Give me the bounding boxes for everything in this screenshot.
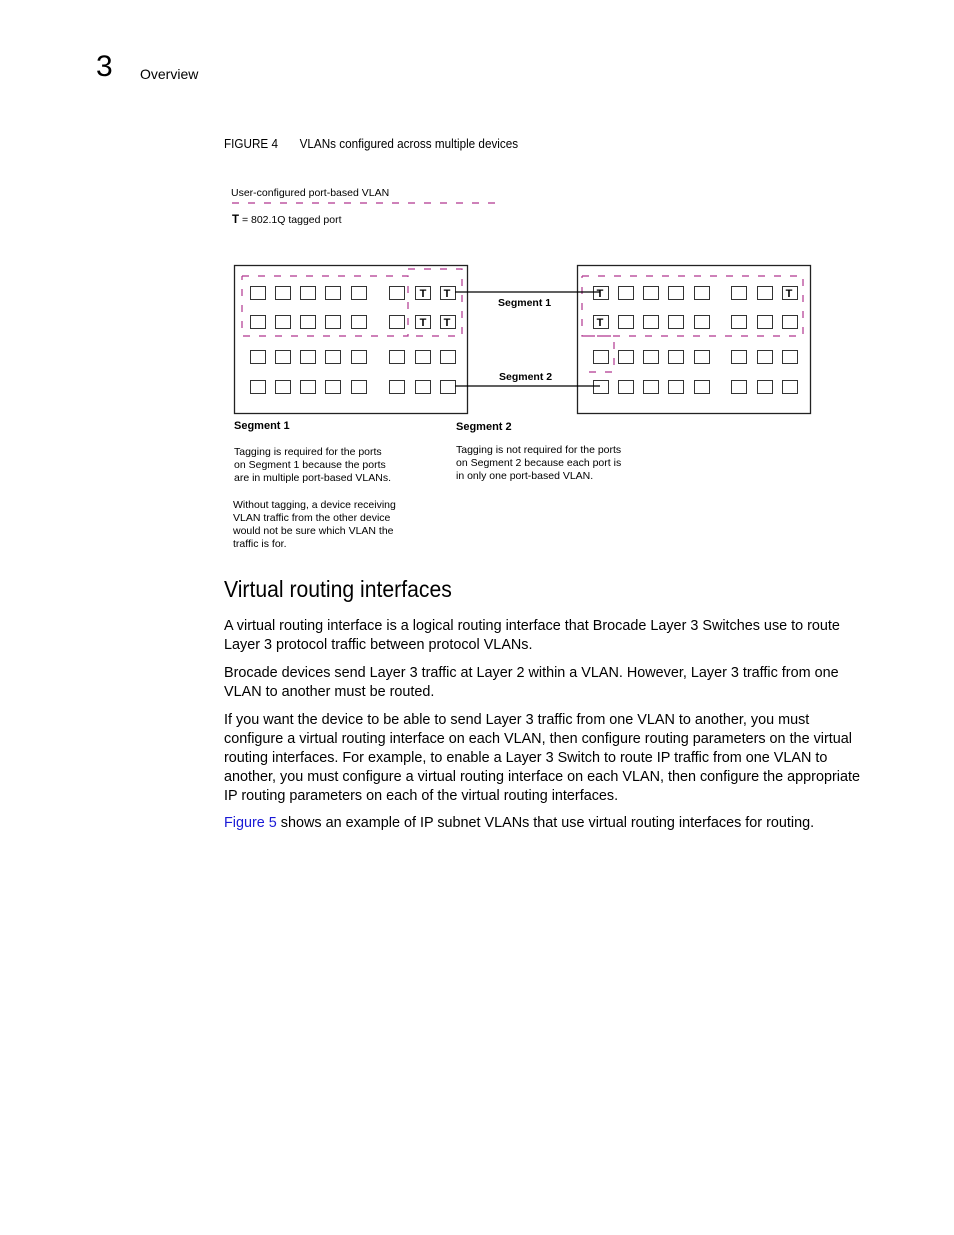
right-switch-port-r4c8 xyxy=(783,381,798,394)
left-switch-port-r2c2 xyxy=(276,316,291,329)
left-switch-port-r1c6 xyxy=(390,287,405,300)
tag-label-left-r1c7: T xyxy=(419,288,427,300)
left-switch-port-r1c5 xyxy=(352,287,367,300)
left-switch-port-r4c8 xyxy=(441,381,456,394)
figure-5-link[interactable]: Figure 5 xyxy=(224,815,277,831)
right-segment-label: Segment 2 xyxy=(456,421,512,433)
right-switch-port-r1c7 xyxy=(758,287,773,300)
right-switch-port-r4c2 xyxy=(619,381,634,394)
right-switch-port-r4c3 xyxy=(644,381,659,394)
left-switch-port-r4c7 xyxy=(416,381,431,394)
tag-label-left-r1c8: T xyxy=(443,288,451,300)
left-switch-port-r1c1 xyxy=(251,287,266,300)
figure-title: VLANs configured across multiple devices xyxy=(299,136,519,151)
right-switch-port-r3c2 xyxy=(619,351,634,364)
body-paragraph-3: If you want the device to be able to send Layer 3 traffic from one VLAN to another, you must configure a virtual routing interface on each VLAN, then configure routing parameters on the virtual routing interfaces. For example, to enable a Layer 3 Switch to route IP traffic from one VLAN to another, you must configure a virtual routing interface on each VLAN, then configure the appropriate IP routing parameters on each of the virtual routing interfaces. xyxy=(224,712,860,804)
right-note-line: in only one port-based VLAN. xyxy=(456,470,594,482)
right-note-line: Tagging is not required for the ports xyxy=(456,444,622,456)
right-switch-port-r3c1 xyxy=(594,351,609,364)
left-switch-port-r4c3 xyxy=(301,381,316,394)
right-switch-port-r1c6 xyxy=(732,287,747,300)
right-switch-port-r4c7 xyxy=(758,381,773,394)
right-switch-port-r4c4 xyxy=(669,381,684,394)
left-note-2-line: VLAN traffic from the other device xyxy=(233,512,391,524)
right-switch-port-r2c5 xyxy=(695,316,710,329)
body-paragraph-4-text: shows an example of IP subnet VLANs that use virtual routing interfaces for routing. xyxy=(276,815,815,831)
tag-label-right-r2c1: T xyxy=(596,317,604,329)
tag-label-left-r2c8: T xyxy=(443,317,451,329)
right-switch-port-r1c5 xyxy=(695,287,710,300)
right-switch-port-r1c3 xyxy=(644,287,659,300)
left-switch-port-r3c8 xyxy=(441,351,456,364)
left-switch-port-r2c4 xyxy=(326,316,341,329)
left-note-1-line: Tagging is required for the ports xyxy=(234,446,382,458)
right-switch-port-r1c2 xyxy=(619,287,634,300)
left-switch-port-r4c5 xyxy=(352,381,367,394)
left-note-2-line: would not be sure which VLAN the xyxy=(233,525,394,537)
legend-vlan-label: User-configured port-based VLAN xyxy=(231,187,390,199)
right-switch-port-r3c5 xyxy=(695,351,710,364)
body-paragraph-1: A virtual routing interface is a logical routing interface that Brocade Layer 3 Switches use to route Layer 3 protocol traffic between protocol VLANs. xyxy=(224,618,840,653)
tag-label-right-r1c8: T xyxy=(785,288,793,300)
right-switch-port-r3c8 xyxy=(783,351,798,364)
left-switch-port-r1c2 xyxy=(276,287,291,300)
left-switch-port-r2c3 xyxy=(301,316,316,329)
left-switch-port-r4c1 xyxy=(251,381,266,394)
figure-number: FIGURE 4 xyxy=(224,136,278,151)
chapter-title: Overview xyxy=(140,66,199,82)
left-switch-port-r3c3 xyxy=(301,351,316,364)
left-switch-port-r4c6 xyxy=(390,381,405,394)
legend-tagged-symbol: T xyxy=(232,214,240,226)
left-switch-port-r2c5 xyxy=(352,316,367,329)
tag-label-left-r2c7: T xyxy=(419,317,427,329)
left-switch-port-r3c2 xyxy=(276,351,291,364)
body-paragraph-4 xyxy=(224,814,870,833)
left-note-2 xyxy=(232,499,396,550)
left-note-2-line: Without tagging, a device receiving xyxy=(233,499,396,511)
right-switch-port-r3c4 xyxy=(669,351,684,364)
left-switch-port-r3c4 xyxy=(326,351,341,364)
left-switch-port-r4c2 xyxy=(276,381,291,394)
left-note-1-line: on Segment 1 because the ports xyxy=(234,459,386,471)
left-switch-port-r3c6 xyxy=(390,351,405,364)
right-switch-port-r2c2 xyxy=(619,316,634,329)
right-switch-port-r2c7 xyxy=(758,316,773,329)
section-title: Virtual routing interfaces xyxy=(224,576,452,602)
chapter-number: 3 xyxy=(96,50,113,83)
left-switch-port-r1c4 xyxy=(326,287,341,300)
right-switch-port-r2c6 xyxy=(732,316,747,329)
right-switch-port-r3c3 xyxy=(644,351,659,364)
left-note-1-line: are in multiple port-based VLANs. xyxy=(234,472,391,484)
legend-tagged-desc: = 802.1Q tagged port xyxy=(239,214,342,226)
right-note xyxy=(456,444,621,482)
left-switch-port-r1c3 xyxy=(301,287,316,300)
left-note-1 xyxy=(234,446,391,484)
right-switch-port-r3c6 xyxy=(732,351,747,364)
left-segment-label: Segment 1 xyxy=(234,420,290,432)
right-switch-port-r4c1 xyxy=(594,381,609,394)
left-switch-port-r4c4 xyxy=(326,381,341,394)
left-switch-port-r3c7 xyxy=(416,351,431,364)
tag-label-right-r1c1: T xyxy=(596,288,604,300)
segment-1-link-label: Segment 1 xyxy=(498,297,552,309)
right-switch-port-r2c3 xyxy=(644,316,659,329)
left-note-2-line: traffic is for. xyxy=(233,538,287,550)
right-switch-port-r1c4 xyxy=(669,287,684,300)
right-switch-port-r3c7 xyxy=(758,351,773,364)
left-switch-port-r3c1 xyxy=(251,351,266,364)
right-switch-port-r2c4 xyxy=(669,316,684,329)
left-switch-port-r2c1 xyxy=(251,316,266,329)
left-switch-port-r3c5 xyxy=(352,351,367,364)
right-switch-port-r4c6 xyxy=(732,381,747,394)
right-note-line: on Segment 2 because each port is xyxy=(456,457,622,469)
vlan-figure-diagram xyxy=(0,0,954,560)
legend-tagged xyxy=(232,214,342,226)
body-paragraph-2: Brocade devices send Layer 3 traffic at Layer 2 within a VLAN. However, Layer 3 traffic from one VLAN to another must be routed. xyxy=(224,665,839,700)
right-switch-port-r2c8 xyxy=(783,316,798,329)
segment-2-link-label: Segment 2 xyxy=(499,371,553,383)
right-switch-port-r4c5 xyxy=(695,381,710,394)
left-switch-port-r2c6 xyxy=(390,316,405,329)
